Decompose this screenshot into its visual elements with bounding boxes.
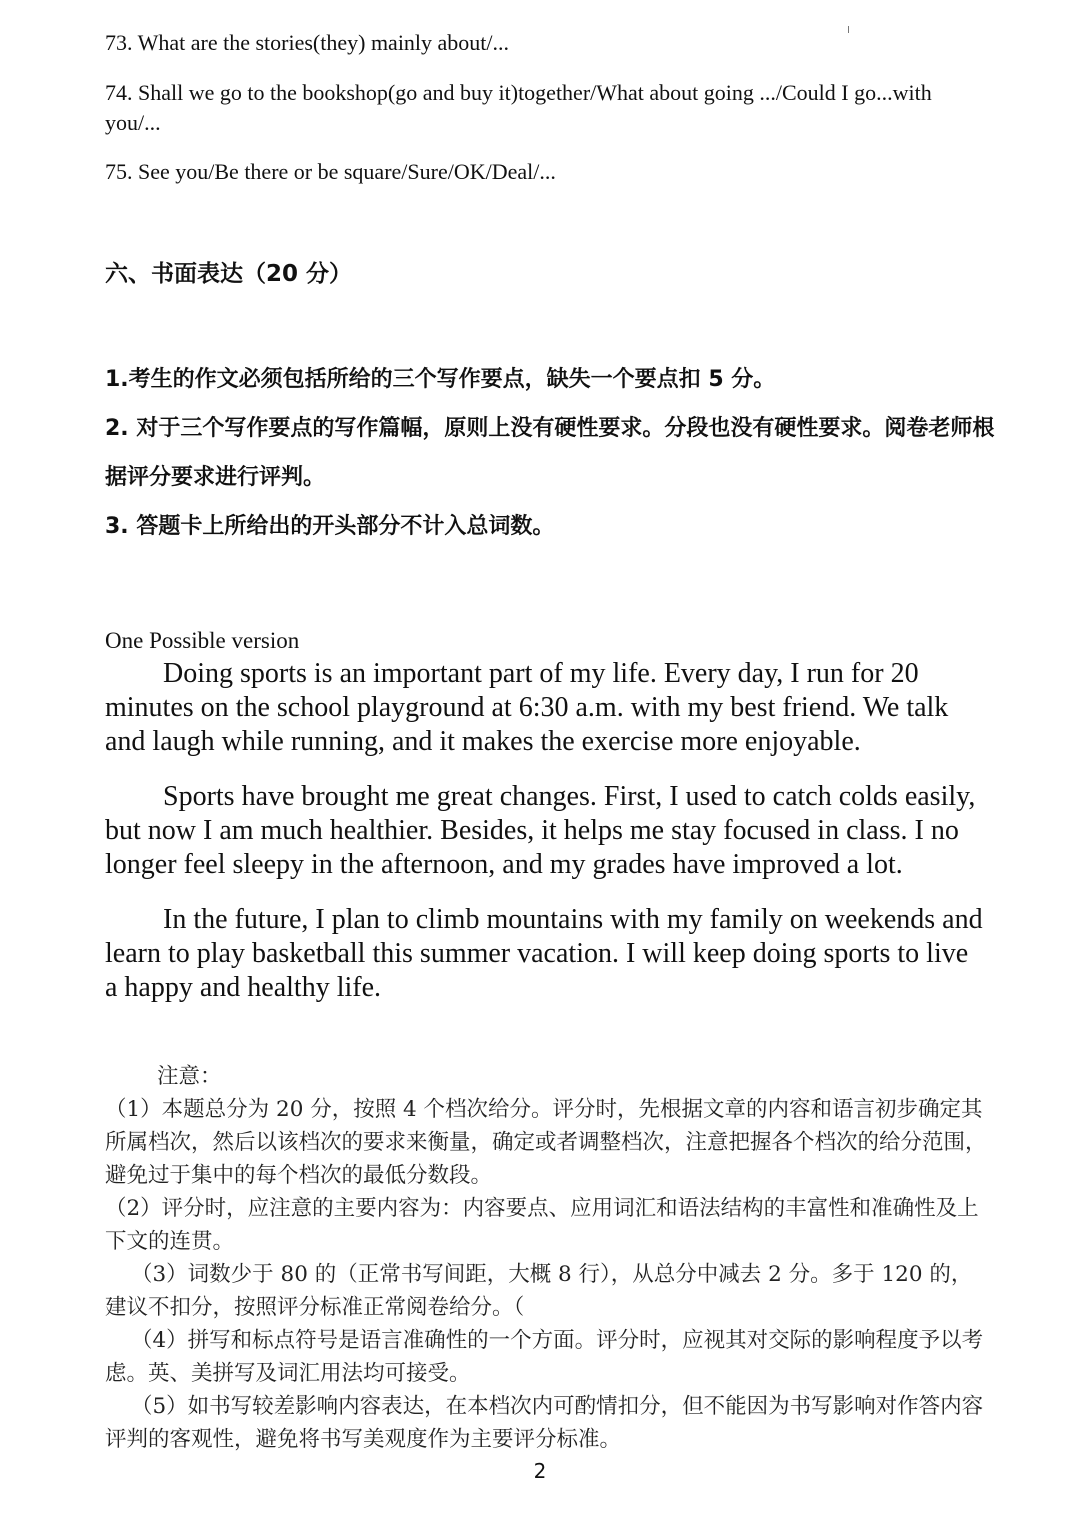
page-number: 2: [533, 1459, 547, 1483]
rule-item: 1.考生的作文必须包括所给的三个写作要点，缺失一个要点扣 5 分。: [105, 367, 776, 392]
section-title: 六、书面表达（20 分）: [105, 261, 353, 287]
note-item: （1）本题总分为 20 分，按照 4 个档次给分。评分时，先根据文章的内容和语言初步确定其所属档次，然后以该档次的要求来衡量，确定或者调整档次，注意把握各个档次的给分范围，避免过于集中的每个档次的最低分数段。: [105, 1097, 987, 1188]
answer-73: 73. What are the stories(they) mainly about/...: [105, 30, 510, 55]
version-label: One Possible version: [105, 628, 300, 653]
essay-paragraph: Doing sports is an important part of my life. Every day, I run for 20 minutes on the school playground at 6:30 a.m. with my best friend. We talk and laugh while running, and it makes the exercise more enjoyable.: [105, 658, 949, 757]
note-item: （5）如书写较差影响内容表达，在本档次内可酌情扣分，但不能因为书写影响对作答内容评判的客观性，避免将书写美观度作为主要评分标准。: [105, 1394, 984, 1452]
rule-item: 3. 答题卡上所给出的开头部分不计入总词数。: [105, 514, 555, 539]
model-essay: [105, 657, 985, 1026]
note-item: （2）评分时，应注意的主要内容为：内容要点、应用词汇和语法结构的丰富性和准确性及上下文的连贯。: [105, 1196, 979, 1254]
answer-75: 75. See you/Be there or be square/Sure/OK/Deal/...: [105, 159, 556, 184]
scoring-rules: [105, 355, 995, 551]
notes-heading: 注意：: [157, 1064, 222, 1089]
rule-item: 2. 对于三个写作要点的写作篇幅，原则上没有硬性要求。分段也没有硬性要求。阅卷老师根据评分要求进行评判。: [105, 416, 995, 490]
grading-notes: [105, 1060, 990, 1456]
answer-74: 74. Shall we go to the bookshop(go and buy it)together/What about going .../Could I go...with you/...: [105, 80, 932, 135]
note-item: （3）词数少于 80 的（正常书写间距，大概 8 行），从总分中减去 2 分。多于 120 的，建议不扣分，按照评分标准正常阅卷给分。（: [105, 1262, 973, 1320]
note-item: （4）拼写和标点符号是语言准确性的一个方面。评分时，应视其对交际的影响程度予以考虑。英、美拼写及词汇用法均可接受。: [105, 1328, 984, 1386]
essay-paragraph: In the future, I plan to climb mountains with my family on weekends and learn to play basketball this summer vacation. I will keep doing sports to live a happy and healthy life.: [105, 904, 983, 1003]
essay-paragraph: Sports have brought me great changes. First, I used to catch colds easily, but now I am much healthier. Besides, it helps me stay focused in class. I no longer feel sleepy in the afternoon, and my grades have improved a lot.: [105, 781, 976, 880]
